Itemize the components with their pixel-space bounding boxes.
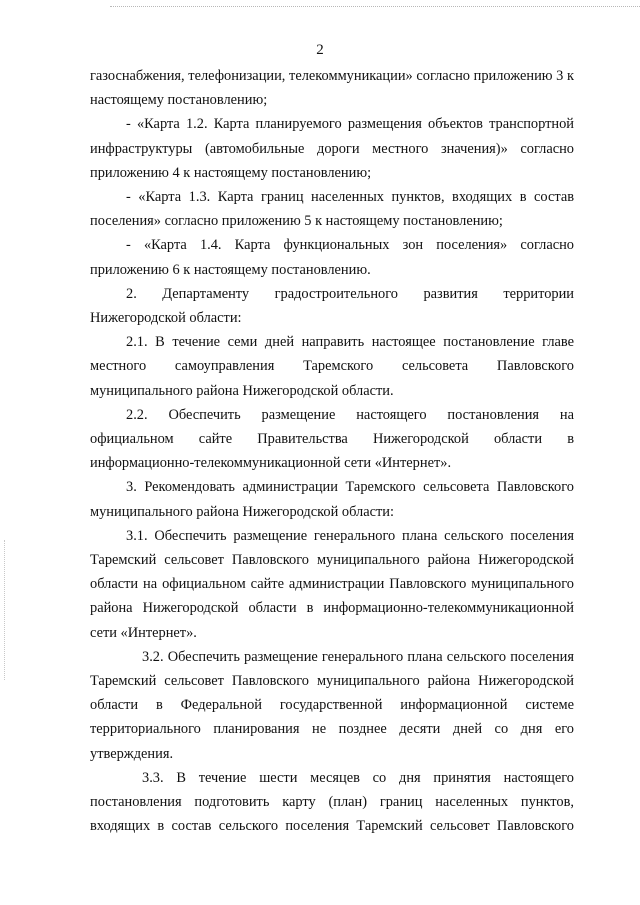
paragraph-item-3-1: 3.1. Обеспечить размещение генерального плана сельского поселения Таремский сельсовет Павловского муниципального района Нижегородской области на официальном сайте администрации Павловского муниципального района Нижегородской области в информационно-телекоммуникационной сети «Интернет». [90,527,574,641]
paragraph-item-2: 2. Департаменту градостроительного развития территории Нижегородской области: [90,285,574,327]
paragraph-item-3-2: 3.2. Обеспечить размещение генерального плана сельского поселения Таремский сельсовет Павловского муниципального района Нижегородской области в Федеральной государственной информационной системе территориального планирования не позднее десяти дней со дня его утверждения. [90,648,574,762]
paragraph-item-3: 3. Рекомендовать администрации Таремского сельсовета Павловского муниципального района Нижегородской области: [90,479,574,520]
scan-top-rule [110,6,640,7]
page-number: 2 [316,42,324,58]
paragraph-map-1-3: - «Карта 1.3. Карта границ населенных пунктов, входящих в состав поселения» согласно приложению 5 к настоящему постановлению; [90,189,574,230]
paragraph-item-2-2: 2.2. Обеспечить размещение настоящего постановления на официальном сайте Правительства Нижегородской области в информационно-телекоммуникационной сети «Интернет». [90,406,574,472]
document-body [90,64,574,839]
paragraph-item-3-3: 3.3. В течение шести месяцев со дня принятия настоящего постановления подготовить карту (план) границ населенных пунктов, входящих в состав сельского поселения Таремский сельсовет Павловского [90,769,574,835]
paragraph-map-1-2: - «Карта 1.2. Карта планируемого размещения объектов транспортной инфраструктуры (автомобильные дороги местного значения)» согласно приложению 4 к настоящему постановлению; [90,116,574,181]
paragraph-map-1-4: - «Карта 1.4. Карта функциональных зон поселения» согласно приложению 6 к настоящему постановлению. [90,237,574,278]
scan-left-marks [4,540,6,680]
paragraph-item-2-1: 2.1. В течение семи дней направить настоящее постановление главе местного самоуправления Таремского сельсовета Павловского муниципального района Нижегородской области. [90,334,574,399]
paragraph-continuation: газоснабжения, телефонизации, телекоммуникации» согласно приложению 3 к настоящему постановлению; [90,68,574,109]
